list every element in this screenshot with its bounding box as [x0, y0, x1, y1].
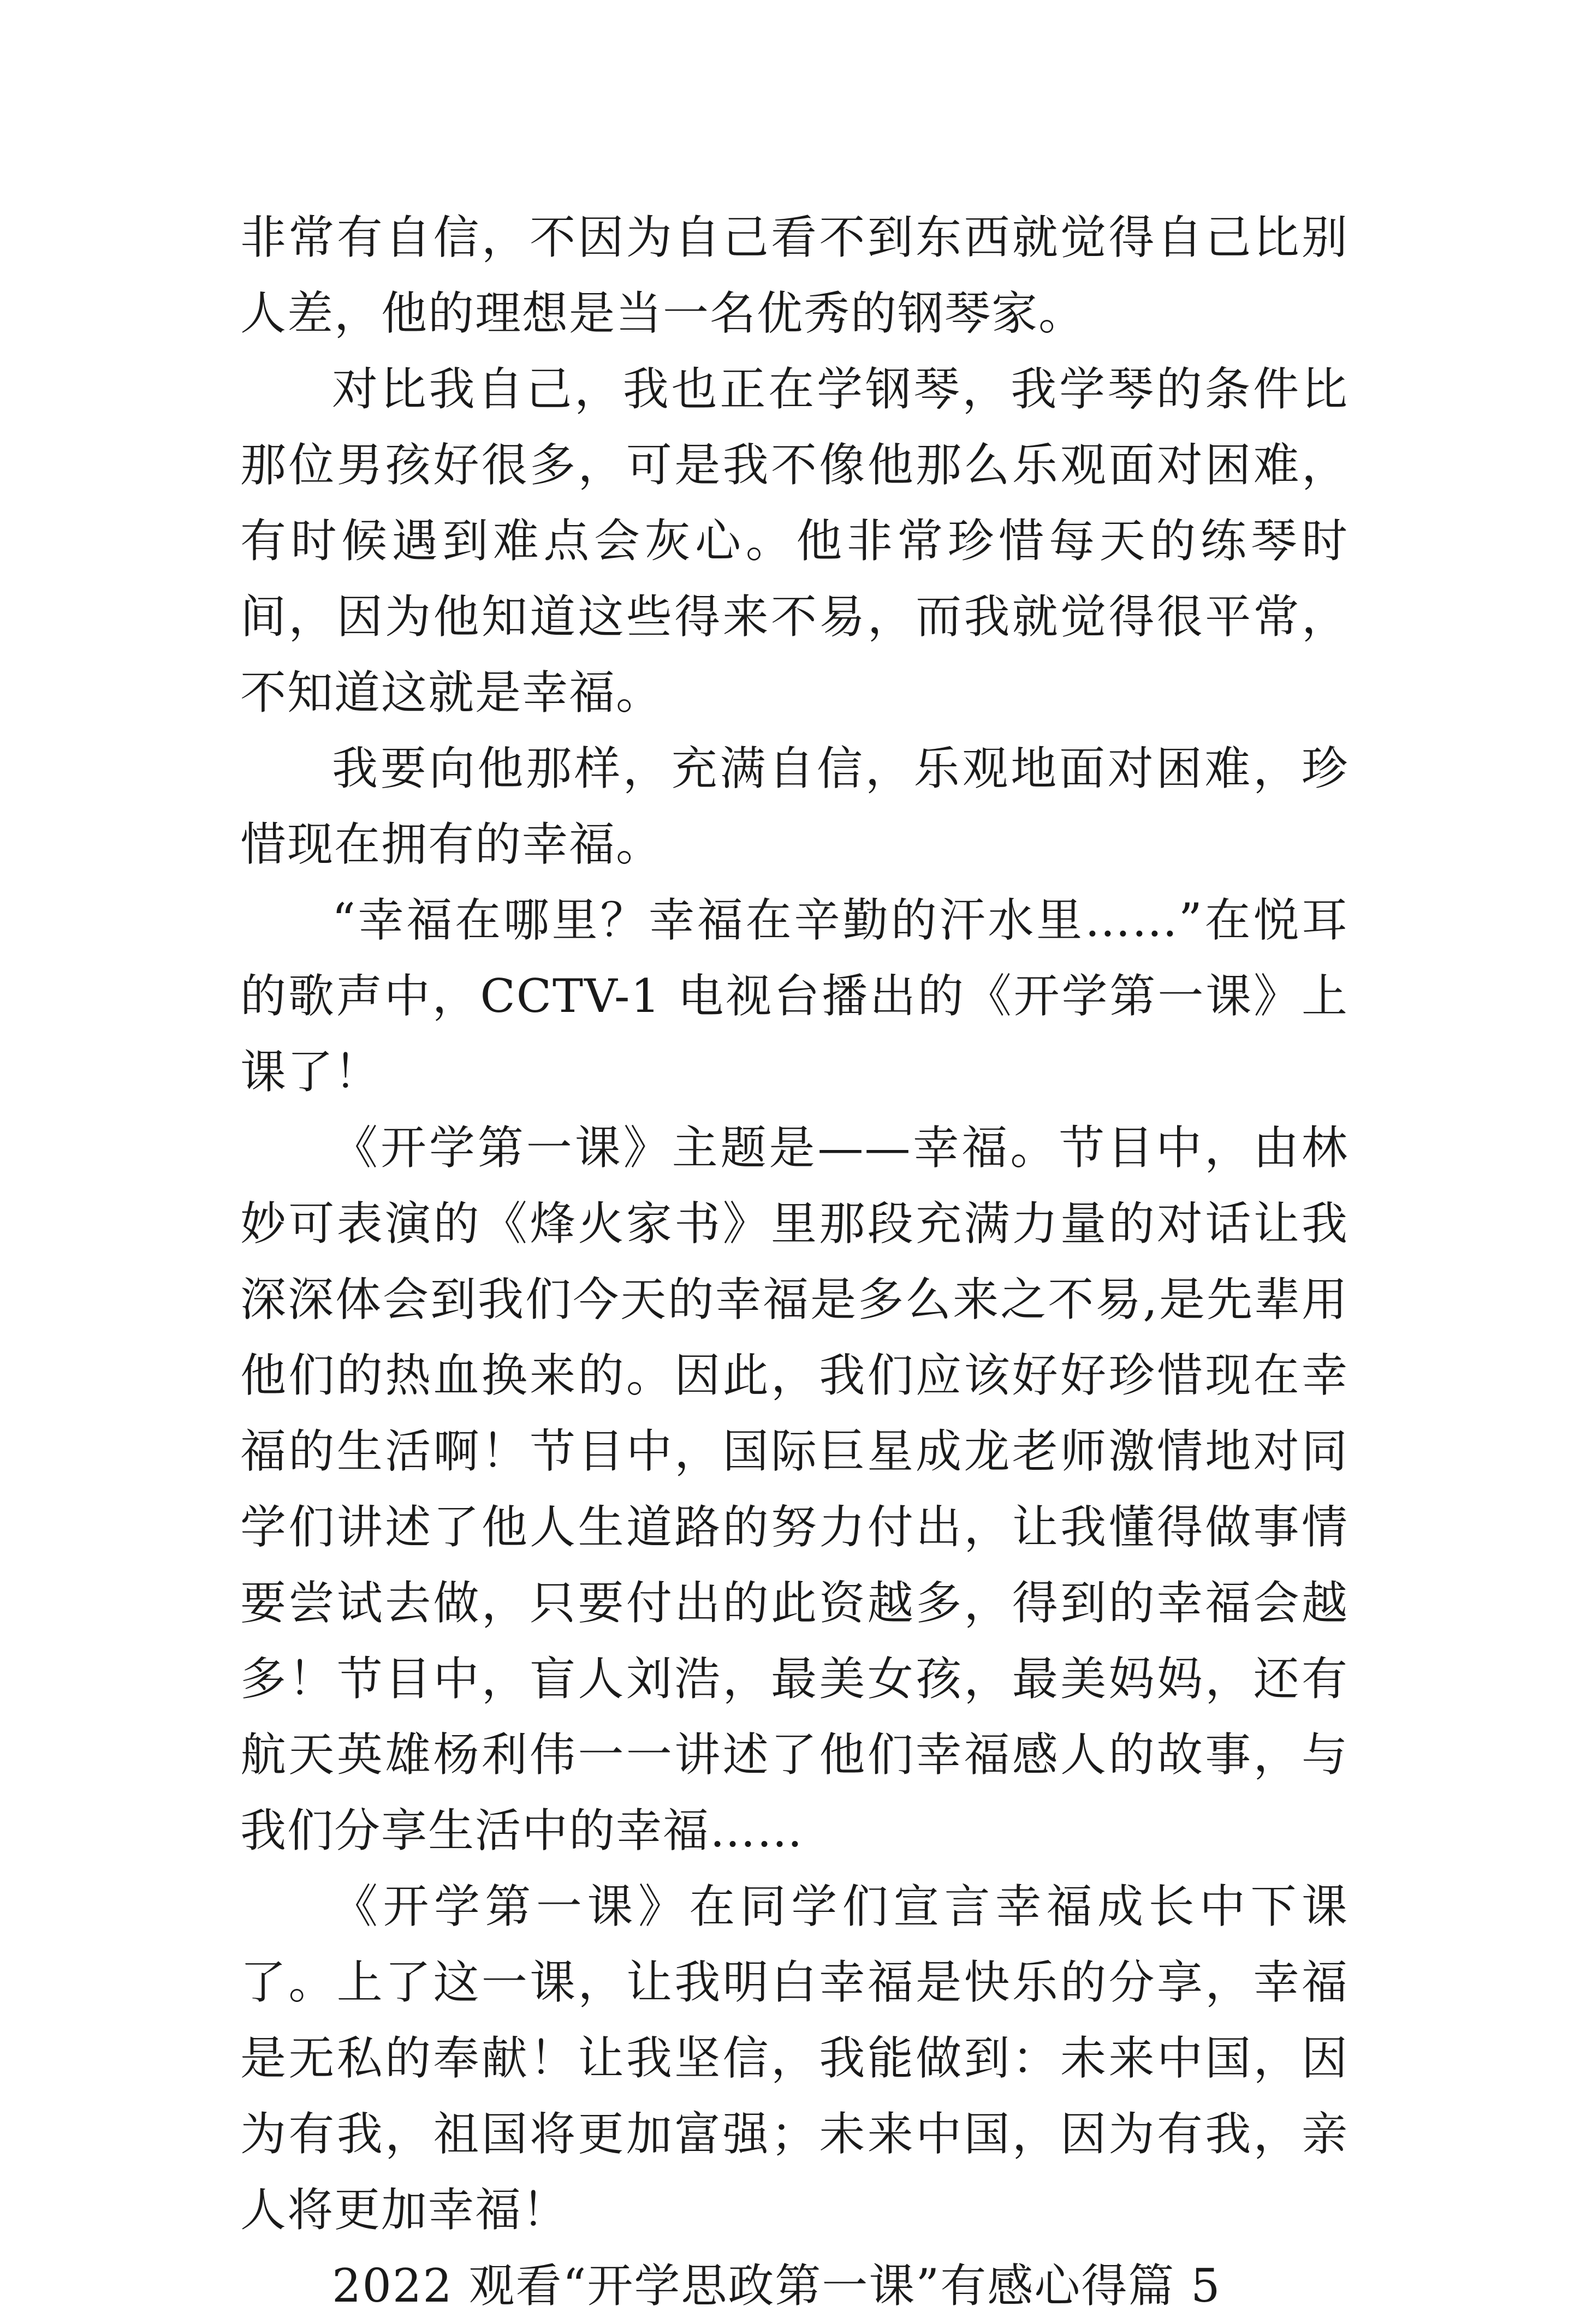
paragraph-program-theme: 《开学第一课》主题是——幸福。节目中，由林妙可表演的《烽火家书》里那段充满力量的对话让我深深体会到我们今天的幸福是多么来之不易,是先辈用他们的热血换来的。因此，我们应该好好珍惜现在幸福的生活啊！节目中，国际巨星成龙老师激情地对同学们讲述了他人生道路的努力付出，让我懂得做事情要尝试去做，只要付出的此资越多，得到的幸福会越多！节目中，盲人刘浩，最美女孩，最美妈妈，还有航天英雄杨利伟一一讲述了他们幸福感人的故事，与我们分享生活中的幸福…… [240, 1121, 1349, 1857]
paragraph-comparison: 对比我自己，我也正在学钢琴，我学琴的条件比那位男孩好很多，可是我不像他那么乐观面对困难，有时候遇到难点会灰心。他非常珍惜每天的练琴时间，因为他知道这些得来不易，而我就觉得很平常，不知道这就是幸福。 [240, 362, 1349, 719]
paragraph-song-intro: “幸福在哪里？幸福在辛勤的汗水里……”在悦耳的歌声中，CCTV-1 电视台播出的《开学第一课》上课了！ [240, 893, 1349, 1099]
paragraph-conclusion: 《开学第一课》在同学们宣言幸福成长中下课了。上了这一课，让我明白幸福是快乐的分享，幸福是无私的奉献！让我坚信，我能做到：未来中国，因为有我，祖国将更加富强；未来中国，因为有我，亲人将更加幸福！ [240, 1880, 1349, 2237]
section-heading: 2022 观看“开学思政第一课”有感心得篇 5 [332, 2259, 1221, 2313]
document-body [240, 200, 1349, 2324]
paragraph-resolution: 我要向他那样，充满自信，乐观地面对困难，珍惜现在拥有的幸福。 [240, 742, 1349, 871]
paragraph-continuation: 非常有自信，不因为自己看不到东西就觉得自己比别人差，他的理想是当一名优秀的钢琴家。 [240, 211, 1349, 340]
